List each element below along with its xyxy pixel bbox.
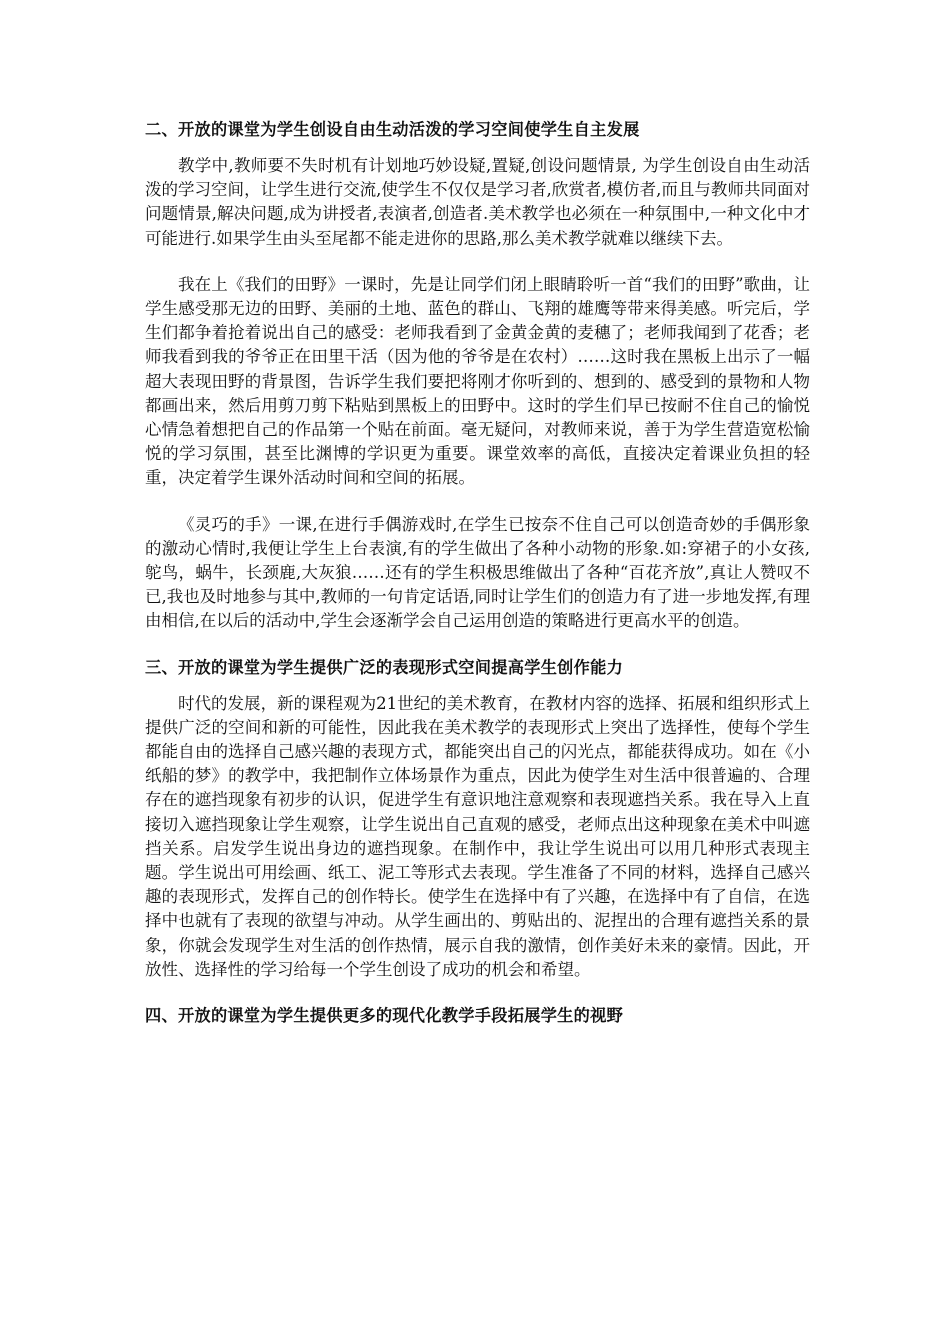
section-4 xyxy=(145,1004,810,1028)
body-paragraph: 我在上《我们的田野》一课时，先是让同学们闭上眼睛聆听一首“我们的田野”歌曲，让学生感受那无边的田野、美丽的土地、蓝色的群山、飞翔的雄鹰等带来得美感。听完后，学生们都争着抢着说出自己的感受：老师我看到了金黄金黄的麦穗了；老师我闻到了花香；老师我看到我的爷爷正在田里干活（因为他的爷爷是在农村）……这时我在黑板上出示了一幅超大表现田野的背景图，告诉学生我们要把将刚才你听到的、想到的、感受到的景物和人物都画出来，然后用剪刀剪下粘贴到黑板上的田野中。这时的学生们早已按耐不住自己的愉悦心情急着想把自己的作品第一个贴在前面。毫无疑问，对教师来说，善于为学生营造宽松愉悦的学习氛围，甚至比渊博的学识更为重要。课堂效率的高低，直接决定着课业负担的轻重，决定着学生课外活动时间和空间的拓展。 xyxy=(145,274,810,488)
section-heading: 二、开放的课堂为学生创设自由生动活泼的学习空间使学生自主发展 xyxy=(145,120,640,139)
body-paragraph: 时代的发展，新的课程观为21世纪的美术教育，在教材内容的选择、拓展和组织形式上提供广泛的空间和新的可能性，因此我在美术教学的表现形式上突出了选择性，使每个学生都能自由的选择自己感兴趣的表现方式，都能突出自己的闪光点，都能获得成功。如在《小纸船的梦》的教学中，我把制作立体场景作为重点，因此为使学生对生活中很普遍的、合理存在的遮挡现象有初步的认识，促进学生有意识地注意观察和表现遮挡关系。我在导入上直接切入遮挡现象让学生观察，让学生说出自己直观的感受，老师点出这种现象在美术中叫遮挡关系。启发学生说出身边的遮挡现象。在制作中，我让学生说出可以用几种形式表现主题。学生说出可用绘画、纸工、泥工等形式去表现。学生准备了不同的材料，选择自己感兴趣的表现形式，发挥自己的创作特长。使学生在选择中有了兴趣，在选择中有了自信，在选择中也就有了表现的欲望与冲动。从学生画出的、剪贴出的、泥捏出的合理有遮挡关系的景象，你就会发现学生对生活的创作热情，展示自我的激情，创作美好未来的豪情。因此，开放性、选择性的学习给每一个学生创设了成功的机会和希望。 xyxy=(145,693,810,979)
body-paragraph: 《灵巧的手》一课,在进行手偶游戏时,在学生已按奈不住自己可以创造奇妙的手偶形象的激动心情时,我便让学生上台表演,有的学生做出了各种小动物的形象.如:穿裙子的小女孩,鸵鸟，蜗牛，长颈鹿,大灰狼……还有的学生积极思维做出了各种“百花齐放”,真让人赞叹不已,我也及时地参与其中,教师的一句肯定话语,同时让学生们的创造力有了进一步地发挥,有理由相信,在以后的活动中,学生会逐渐学会自己运用创造的策略进行更高水平的创造。 xyxy=(145,514,810,631)
section-3 xyxy=(145,656,810,982)
section-heading: 三、开放的课堂为学生提供广泛的表现形式空间提高学生创作能力 xyxy=(145,657,624,677)
section-heading: 四、开放的课堂为学生提供更多的现代化教学手段拓展学生的视野 xyxy=(145,1006,624,1026)
document-page xyxy=(145,118,810,1040)
body-paragraph: 教学中,教师要不失时机有计划地巧妙设疑,置疑,创设问题情景, 为学生创设自由生动活泼的学习空间，让学生进行交流,使学生不仅仅是学习者,欣赏者,模仿者,而且与教师共同面对问题情景,解决问题,成为讲授者,表演者,创造者.美术教学也必须在一种氛围中,一种文化中才可能进行.如果学生由头至尾都不能走进你的思路,那么美术教学就难以继续下去。 xyxy=(145,156,810,248)
section-2 xyxy=(145,118,810,634)
